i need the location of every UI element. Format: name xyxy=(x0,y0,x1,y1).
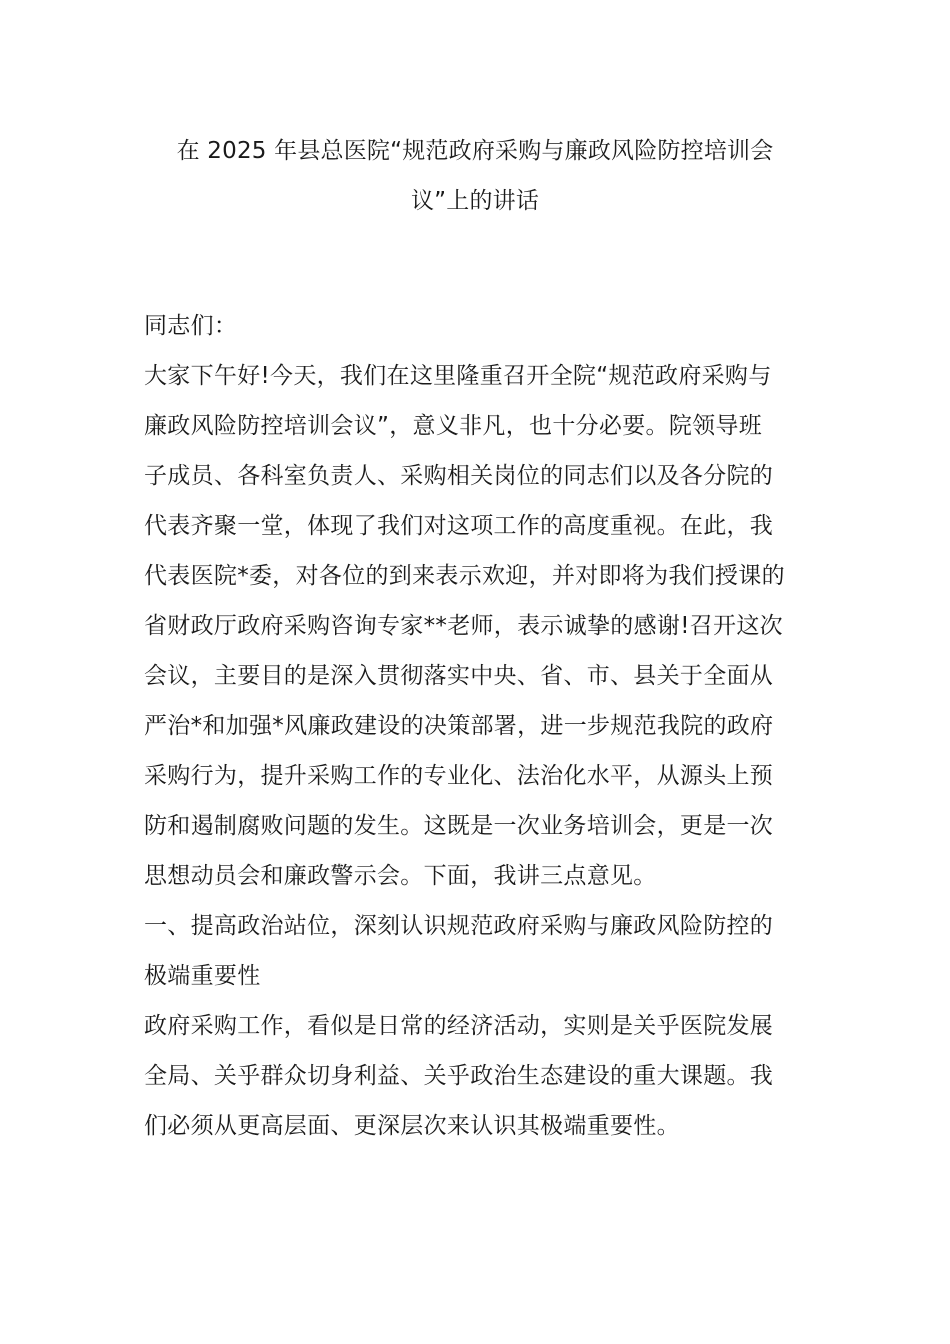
paragraph-line: 廉政风险防控培训会议”，意义非凡，也十分必要。院领导班 xyxy=(144,413,763,439)
paragraph-line: 代表医院*委，对各位的到来表示欢迎，并对即将为我们授课的 xyxy=(144,563,785,589)
section-heading-line: 一、提高政治站位，深刻认识规范政府采购与廉政风险防控的 xyxy=(144,913,774,939)
paragraph-line: 采购行为，提升采购工作的专业化、法治化水平，从源头上预 xyxy=(144,763,774,789)
paragraph-line: 全局、关乎群众切身利益、关乎政治生态建设的重大课题。我 xyxy=(144,1063,774,1089)
salutation: 同志们： xyxy=(144,313,238,339)
paragraph-line: 代表齐聚一堂，体现了我们对这项工作的高度重视。在此，我 xyxy=(144,513,774,539)
paragraph-line: 们必须从更高层面、更深层次来认识其极端重要性。 xyxy=(144,1113,680,1139)
title-line: 在 2025 年县总医院“规范政府采购与廉政风险防控培训会 xyxy=(176,138,774,164)
title-line: 议”上的讲话 xyxy=(410,188,540,214)
paragraph-line: 子成员、各科室负责人、采购相关岗位的同志们以及各分院的 xyxy=(144,463,774,489)
paragraph-line: 防和遏制腐败问题的发生。这既是一次业务培训会，更是一次 xyxy=(144,813,774,839)
document-body xyxy=(144,301,806,1151)
paragraph-line: 大家下午好!今天，我们在这里隆重召开全院“规范政府采购与 xyxy=(144,363,772,389)
paragraph-line: 会议，主要目的是深入贯彻落实中央、省、市、县关于全面从 xyxy=(144,663,774,689)
section-heading-line: 极端重要性 xyxy=(144,963,261,989)
paragraph-line: 严治*和加强*风廉政建设的决策部署，进一步规范我院的政府 xyxy=(144,713,774,739)
paragraph-line: 政府采购工作，看似是日常的经济活动，实则是关乎医院发展 xyxy=(144,1013,774,1039)
paragraph-line: 省财政厅政府采购咨询专家**老师，表示诚挚的感谢!召开这次 xyxy=(144,613,783,639)
document-title xyxy=(145,126,805,226)
paragraph-line: 思想动员会和廉政警示会。下面，我讲三点意见。 xyxy=(144,863,657,889)
